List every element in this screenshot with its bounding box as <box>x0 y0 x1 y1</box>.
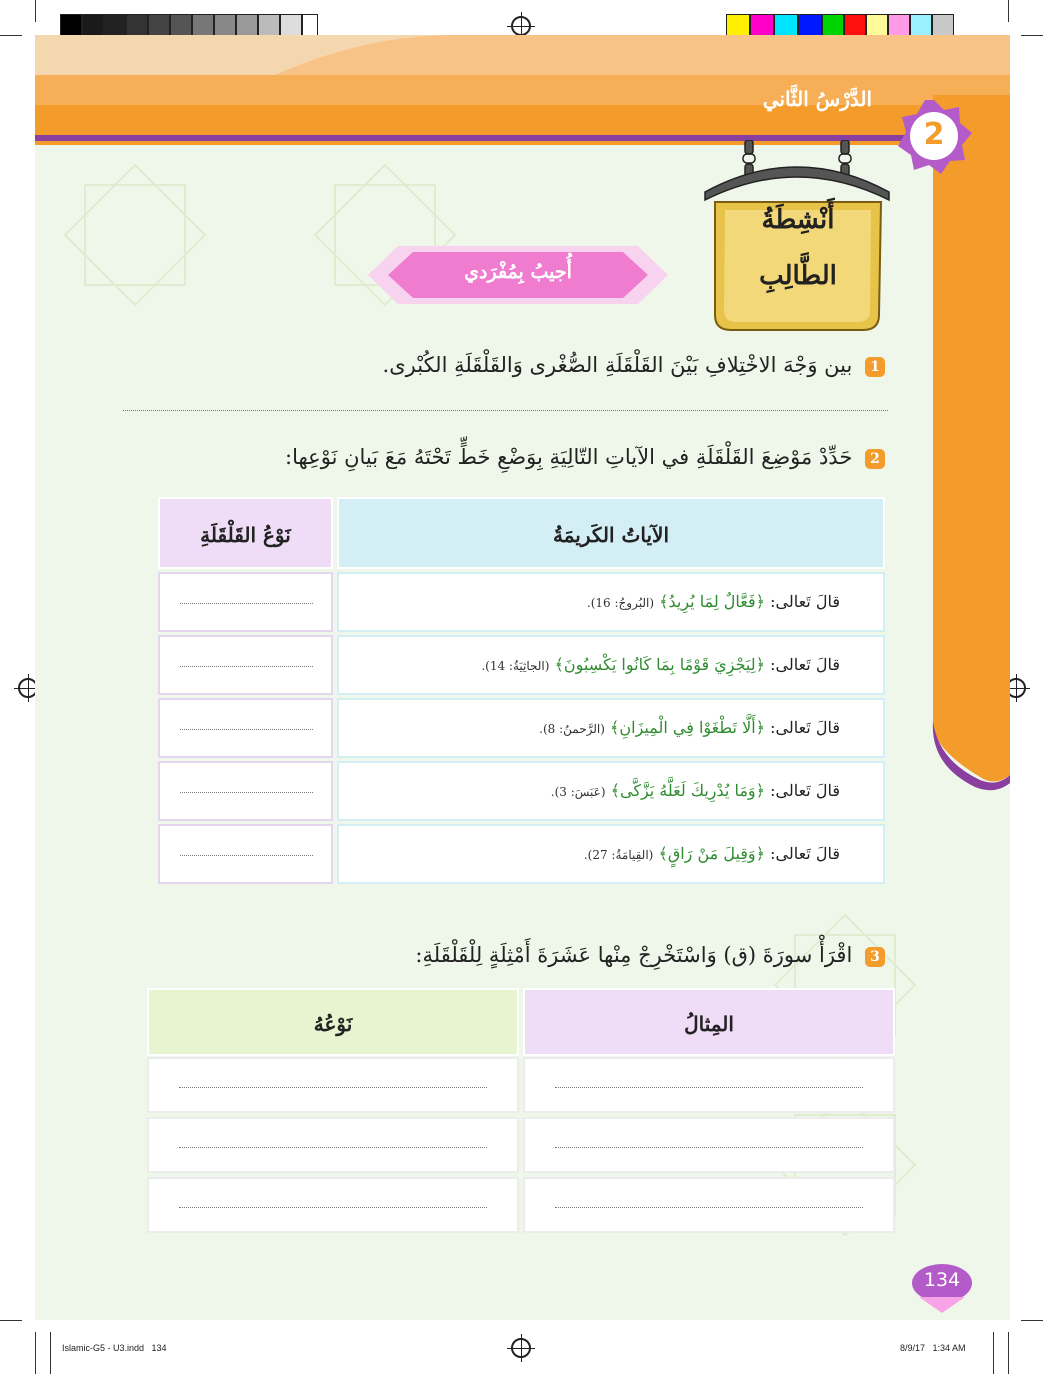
question-1-text: بين وَجْهَ الاخْتِلافِ بَيْنَ القَلْقَلَةِ الصُّغْرى وَالقَلْقَلَةِ الكُبْرى. <box>382 353 853 377</box>
verses-column-header-label: الآياتُ الكَريمَةُ <box>553 523 669 547</box>
type-column-header <box>158 497 333 569</box>
type-answer-cell[interactable] <box>158 761 333 821</box>
verse-text[interactable]: ﴿فَعَّالٌ لِمَا يُرِيدُ﴾ <box>659 592 766 611</box>
verse-prefix: قالَ تَعالى: <box>770 718 840 737</box>
type-answer-cell[interactable] <box>147 1057 519 1113</box>
verse-source: (الجاثِيَةُ: 14). <box>481 659 550 673</box>
verses-column-header <box>337 497 885 569</box>
verse-prefix: قالَ تَعالى: <box>770 781 840 800</box>
footer-file-info: Islamic-G5 - U3.indd 134 <box>62 1343 167 1353</box>
example-column-header <box>523 988 895 1056</box>
sign-line-2: الطَّالِبِ <box>759 261 837 291</box>
example-answer-line[interactable] <box>555 1207 863 1208</box>
q3-type-column-header <box>147 988 519 1056</box>
banner-label: أُجيبُ بِمُفْرَدي <box>464 261 572 283</box>
verse-source: (الرَّحمنُ: 8). <box>539 722 605 736</box>
type-answer-line[interactable] <box>179 1147 487 1148</box>
student-activities-sign-icon <box>703 140 893 340</box>
example-answer-line[interactable] <box>555 1087 863 1088</box>
registration-mark-top <box>511 16 531 36</box>
question-3-text: اقْرَأْ سورَةَ (ق) وَاسْتَخْرِجْ مِنْها عَشَرَةَ أَمْثِلَةٍ لِلْقَلْقَلَةِ: <box>415 943 853 967</box>
type-answer-line[interactable] <box>179 1207 487 1208</box>
type-answer-line[interactable] <box>179 1087 487 1088</box>
question-2-text: حَدِّدْ مَوْضِعَ القَلْقَلَةِ في الآياتِ التّالِيَةِ بِوَضْعِ خَطٍّ تَحْتَهُ مَعَ بَيانِ نَوْعِها: <box>285 445 853 469</box>
example-column-header-label: المِثالُ <box>684 1012 734 1036</box>
verse-row <box>481 636 840 694</box>
example-answer-cell[interactable] <box>523 1177 895 1233</box>
q3-type-column-header-label: نَوْعُهُ <box>313 1012 353 1036</box>
type-answer-cell[interactable] <box>158 824 333 884</box>
worksheet-page <box>35 35 1010 1320</box>
verse-prefix: قالَ تَعالى: <box>770 655 840 674</box>
question-2 <box>285 445 885 469</box>
type-answer-line[interactable] <box>180 855 313 856</box>
question-1 <box>383 353 885 377</box>
verse-prefix: قالَ تَعالى: <box>770 844 840 863</box>
lesson-title: الدَّرْسُ الثَّاني <box>762 87 872 111</box>
verse-text[interactable]: ﴿وَمَا يُدْرِيكَ لَعَلَّهُ يَزَّكَّى﴾ <box>610 781 766 800</box>
verse-text[interactable]: ﴿أَلَّا تَطْغَوْا فِي الْمِيزَانِ﴾ <box>610 718 766 737</box>
verse-text[interactable]: ﴿وَقِيلَ مَنْ رَاقٍ﴾ <box>658 844 766 863</box>
type-answer-cell[interactable] <box>158 698 333 758</box>
verse-row <box>584 825 840 883</box>
example-answer-line[interactable] <box>555 1147 863 1148</box>
verse-prefix: قالَ تَعالى: <box>770 592 840 611</box>
page-number: 134 <box>923 1269 961 1291</box>
type-answer-cell[interactable] <box>158 635 333 695</box>
registration-mark-bottom <box>511 1338 531 1358</box>
verse-row <box>551 762 840 820</box>
type-column-header-label: نَوْعُ القَلْقَلَةِ <box>200 523 291 547</box>
type-answer-cell[interactable] <box>147 1117 519 1173</box>
verse-text[interactable]: ﴿لِيَجْزِيَ قَوْمًا بِمَا كَانُوا يَكْسِبُونَ﴾ <box>554 655 766 674</box>
type-answer-cell[interactable] <box>147 1177 519 1233</box>
example-answer-cell[interactable] <box>523 1057 895 1113</box>
verse-source: (القِيامَةُ: 27). <box>583 848 654 862</box>
type-answer-line[interactable] <box>180 729 313 730</box>
type-answer-line[interactable] <box>180 792 313 793</box>
lesson-number: 2 <box>923 117 945 152</box>
question-2-number: 2 <box>865 449 885 469</box>
question-1-number: 1 <box>865 357 885 377</box>
example-answer-cell[interactable] <box>523 1117 895 1173</box>
sign-line-1: أَنْشِطَةُ <box>761 205 835 235</box>
answer-line-q1[interactable] <box>123 410 888 411</box>
type-answer-cell[interactable] <box>158 572 333 632</box>
type-answer-line[interactable] <box>180 603 313 604</box>
verse-row <box>587 573 840 631</box>
question-3 <box>415 943 885 967</box>
type-answer-line[interactable] <box>180 666 313 667</box>
verse-source: (عَبَسَ: 3). <box>550 785 606 799</box>
footer-date-info: 8/9/17 1:34 AM <box>900 1343 966 1353</box>
verse-source: (البُروجُ: 16). <box>586 596 654 610</box>
question-3-number: 3 <box>865 947 885 967</box>
verse-row <box>539 699 840 757</box>
